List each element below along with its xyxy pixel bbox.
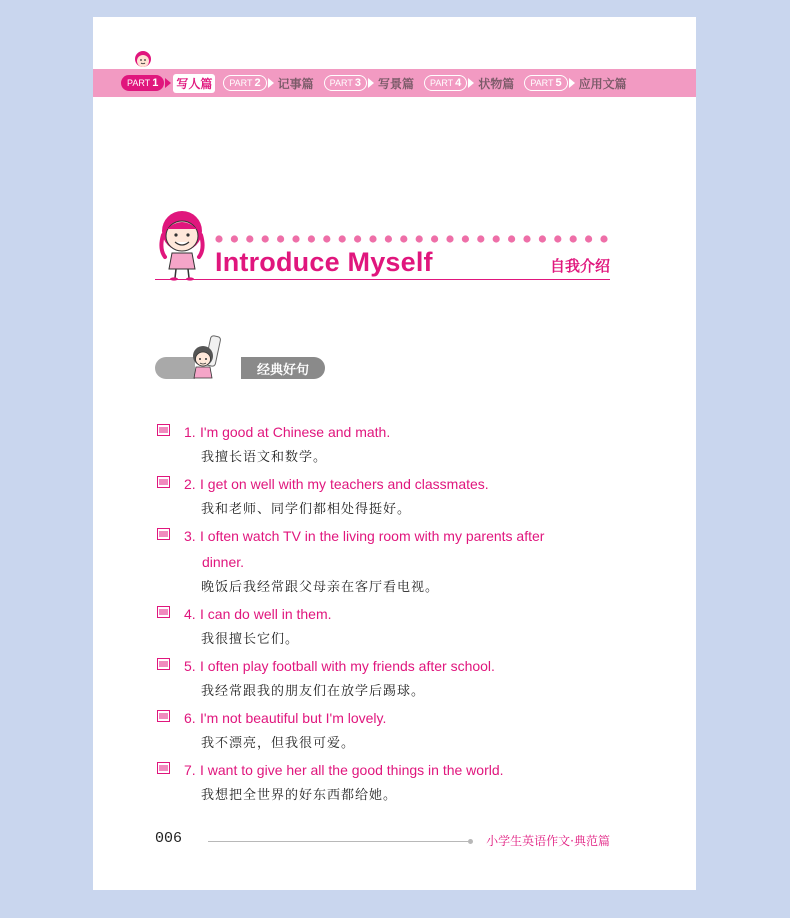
decorative-dot [477,235,484,242]
arrow-right-icon [165,78,171,88]
sentence-english: 4. I can do well in them. [184,606,332,622]
girl-with-scroll-icon [186,334,226,382]
sentence-english: 2. I get on well with my teachers and classmates. [184,476,489,492]
list-bullet-icon [157,528,170,540]
nav-part-4[interactable] [424,74,516,92]
list-item [155,523,615,601]
list-item [155,653,615,705]
nav-part-2[interactable] [223,74,315,92]
part-name: 写景篇 [377,76,414,91]
page-title: Introduce Myself [215,247,433,277]
part-number-badge: PART 3 [324,75,367,91]
decorative-dot [554,235,561,242]
decorative-dot [339,235,346,242]
section-label-pill [241,357,325,379]
arrow-right-icon [268,78,274,88]
decorative-dot [462,235,469,242]
part-number-badge: PART 2 [223,75,266,91]
part-number-badge: PART 5 [524,75,567,91]
decorative-dot [585,235,592,242]
page-title-chinese: 自我介绍 [549,257,610,275]
part-number-badge: PART 4 [424,75,467,91]
sentence-chinese: 我想把全世界的好东西都给她。 [201,788,398,803]
sentence-chinese: 我擅长语文和数学。 [201,450,328,465]
decorative-dot [323,235,330,242]
chapter-nav [121,72,637,94]
nav-part-3[interactable] [324,74,416,92]
list-bullet-icon [157,710,170,722]
sentence-english: 6. I'm not beautiful but I'm lovely. [184,710,387,726]
sentence-chinese: 我经常跟我的朋友们在放学后踢球。 [201,684,426,699]
arrow-right-icon [468,78,474,88]
footer-divider-dot [468,839,473,844]
list-item [155,705,615,757]
list-bullet-icon [157,762,170,774]
list-bullet-icon [157,424,170,436]
decorative-dot [246,235,253,242]
arrow-right-icon [368,78,374,88]
sentence-english: 1. I'm good at Chinese and math. [184,424,391,440]
sentence-chinese: 晚饭后我经常跟父母亲在客厅看电视。 [201,580,440,595]
footer-divider [208,841,470,842]
list-bullet-icon [157,476,170,488]
decorative-dot-row [213,233,608,245]
arrow-right-icon [569,78,575,88]
decorative-dot [215,235,222,242]
decorative-dot [262,235,269,242]
list-item [155,601,615,653]
list-item [155,419,615,471]
decorative-dot [523,235,530,242]
list-bullet-icon [157,658,170,670]
part-name: 状物篇 [478,76,515,91]
sentence-list [155,419,615,809]
list-bullet-icon [157,606,170,618]
title-underline [155,279,610,280]
decorative-dot [416,235,423,242]
decorative-dot [446,235,453,242]
decorative-dot [292,235,299,242]
nav-part-1[interactable] [121,74,215,92]
book-title: 小学生英语作文·典范篇 [486,834,610,848]
girl-mascot-icon [157,205,207,281]
list-item [155,757,615,809]
decorative-dot [308,235,315,242]
girl-face-icon [132,48,154,70]
sentence-chinese: 我和老师、同学们都相处得挺好。 [201,502,412,517]
sentence-english: 5. I often play football with my friends after school. [184,658,495,674]
part-number-badge: PART 1 [121,75,164,91]
decorative-dot [354,235,361,242]
part-name: 写人篇 [173,74,215,93]
decorative-dot [600,235,607,242]
decorative-dot [570,235,577,242]
decorative-dot [385,235,392,242]
decorative-dot [539,235,546,242]
part-name: 记事篇 [277,76,314,91]
decorative-dot [231,235,238,242]
book-page [93,17,696,890]
decorative-dot [400,235,407,242]
part-name: 应用文篇 [578,76,627,91]
sentence-chinese: 我不漂亮，但我很可爱。 [201,736,356,751]
section-label: 经典好句 [256,362,309,378]
sentence-english: 7. I want to give her all the good things in the world. [184,762,504,778]
sentence-english: 3. I often watch TV in the living room with my parents after dinner. [184,528,545,570]
page-number: 006 [155,830,183,847]
nav-part-5[interactable] [524,74,628,92]
decorative-dot [508,235,515,242]
decorative-dot [431,235,438,242]
decorative-dot [493,235,500,242]
decorative-dot [277,235,284,242]
list-item [155,471,615,523]
decorative-dot [369,235,376,242]
sentence-chinese: 我很擅长它们。 [201,632,300,647]
